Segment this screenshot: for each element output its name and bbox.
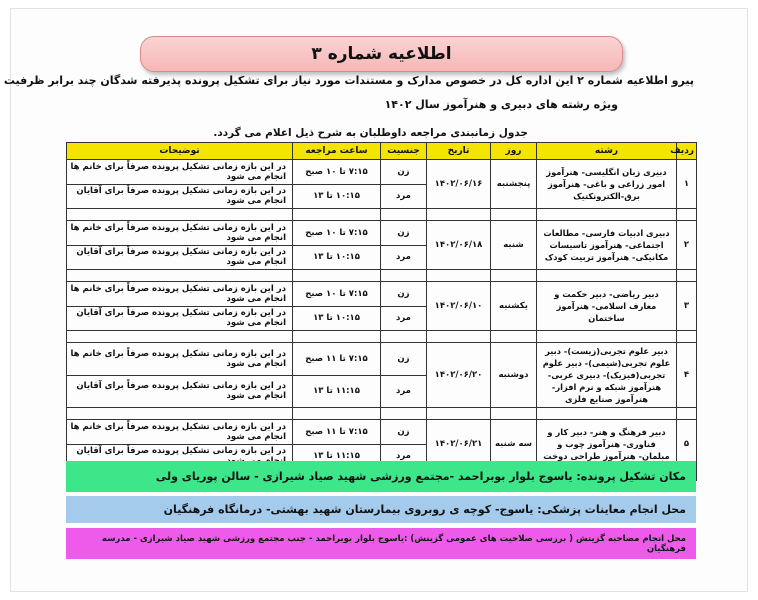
row-gender: مرد [381, 306, 427, 331]
row-time: ۷:۱۵ تا ۱۰ صبح [293, 221, 381, 246]
row-note: در این بازه زمانی تشکیل پرونده صرفاً برای آقایان انجام می شود [67, 375, 293, 408]
venue-info-text: مکان تشکیل پرونده: یاسوج بلوار بوبراحمد -مجتمع ورزشی شهید صیاد شیرازی - سالن پوریای ولی [155, 470, 686, 483]
row-note: در این بازه زمانی تشکیل پرونده صرفاً برای آقایان انجام می شود [67, 245, 293, 270]
header-date: تاریخ [427, 143, 491, 160]
row-time: ۷:۱۵ تا ۱۱ صبح [293, 420, 381, 445]
row-note: در این بازه زمانی تشکیل پرونده صرفاً برای خانم ها انجام می شود [67, 160, 293, 185]
header-gender: جنسیت [381, 143, 427, 160]
row-date: ۱۴۰۲/۰۶/۱۶ [427, 160, 491, 209]
row-number: ۳ [677, 282, 697, 331]
row-date: ۱۴۰۲/۰۶/۱۰ [427, 282, 491, 331]
table-row [67, 420, 697, 445]
spacer-row [67, 331, 697, 343]
table-row [67, 282, 697, 307]
row-date: ۱۴۰۲/۰۶/۲۰ [427, 343, 491, 408]
table-header-row [67, 143, 697, 160]
header-day: روز [491, 143, 537, 160]
row-note: در این بازه زمانی تشکیل پرونده صرفاً برای خانم ها انجام می شود [67, 420, 293, 445]
row-field: دبیر فرهنگ و هنر- دبیر کار و فناوری- هنرآموز چوب و مبلمان- هنرآموز طراحی دوخت [537, 420, 677, 469]
row-field: دبیری زبان انگلیسی- هنرآموز امور زراعی و باغی- هنرآموز برق-الکترونکتیک [537, 160, 677, 209]
medical-info-bar [66, 496, 696, 523]
spacer-row [67, 408, 697, 420]
table-row [67, 160, 697, 185]
spacer-row [67, 209, 697, 221]
row-number: ۲ [677, 221, 697, 270]
row-time: ۷:۱۵ تا ۱۰ صبح [293, 282, 381, 307]
spacer-row [67, 270, 697, 282]
intro-line-1: پیرو اطلاعیه شماره ۲ این اداره کل در خصوص مدارک و مستندات مورد نیاز برای تشکیل پرونده پذیرفته شدگان چند برابر ظرفیت [3, 74, 694, 87]
notice-title: اطلاعیه شماره ۳ [140, 36, 623, 72]
row-date: ۱۴۰۲/۰۶/۲۱ [427, 420, 491, 469]
row-time: ۱۰:۱۵ تا ۱۳ [293, 184, 381, 209]
row-day: دوشنبه [491, 343, 537, 408]
venue-info-bar [66, 461, 696, 492]
schedule-table [66, 142, 697, 481]
row-date: ۱۴۰۲/۰۶/۱۸ [427, 221, 491, 270]
table-row [67, 343, 697, 376]
row-number: ۴ [677, 343, 697, 408]
row-field: دبیر ریاضی- دبیر حکمت و معارف اسلامی- هنرآموز ساختمان [537, 282, 677, 331]
row-gender: مرد [381, 245, 427, 270]
row-time: ۱۰:۱۵ تا ۱۳ [293, 306, 381, 331]
interview-info-bar [66, 528, 696, 559]
row-day: یکشنبه [491, 282, 537, 331]
row-number: ۱ [677, 160, 697, 209]
medical-info-text: محل انجام معاینات پزشکی: یاسوج- کوچه ی روبروی بیمارستان شهید بهشتی- درمانگاه فرهنگیان [163, 503, 686, 516]
table-row [67, 221, 697, 246]
row-note: در این بازه زمانی تشکیل پرونده صرفاً برای آقایان انجام می شود [67, 184, 293, 209]
header-field: رشته [537, 143, 677, 160]
header-row-no: ردیف [677, 143, 697, 160]
header-time: ساعت مراجعه [293, 143, 381, 160]
header-notes: توضیحات [67, 143, 293, 160]
row-gender: زن [381, 420, 427, 445]
row-note: در این بازه زمانی تشکیل پرونده صرفاً برای خانم ها انجام می شود [67, 221, 293, 246]
row-number: ۵ [677, 420, 697, 469]
row-gender: مرد [381, 375, 427, 408]
row-day: سه شنبه [491, 420, 537, 469]
interview-info-text: محل انجام مصاحبه گزینش ( بررسی صلاحیت های عمومی گزینش) :یاسوج بلوار بوبراحمد - جنب مجتمع ورزشی شهید صیاد شیرازی - مدرسه فرهنگیان [101, 533, 686, 554]
row-field: دبیری ادبیات فارسی- مطالعات اجتماعی- هنرآموز تاسیسات مکانیکی- هنرآموز تربیت کودک [537, 221, 677, 270]
intro-line-2: ویژه رشته های دبیری و هنرآموز سال ۱۴۰۲ [384, 98, 618, 111]
row-gender: زن [381, 221, 427, 246]
row-gender: مرد [381, 444, 427, 469]
row-gender: مرد [381, 184, 427, 209]
row-time: ۱۱:۱۵ تا ۱۳ [293, 444, 381, 469]
row-time: ۱۱:۱۵ تا ۱۳ [293, 375, 381, 408]
row-time: ۷:۱۵ تا ۱۰ صبح [293, 160, 381, 185]
row-gender: زن [381, 160, 427, 185]
row-field: دبیر علوم تجربی(زیست)- دبیر علوم تجربی(شیمی)- دبیر علوم تجربی(فیزیک)- دبیری عربی- هنرآموز شبکه و نرم افزار- هنرآموز صنایع فلزی [537, 343, 677, 408]
row-day: پنجشنبه [491, 160, 537, 209]
row-time: ۷:۱۵ تا ۱۱ صبح [293, 343, 381, 376]
row-day: شنبه [491, 221, 537, 270]
row-note: در این بازه زمانی تشکیل پرونده صرفاً برای خانم ها انجام می شود [67, 343, 293, 376]
intro-line-3: جدول زمانبندی مراجعه داوطلبان به شرح ذیل اعلام می گردد. [213, 127, 528, 139]
row-gender: زن [381, 343, 427, 376]
row-note: در این بازه زمانی تشکیل پرونده صرفاً برای آقایان انجام می شود [67, 306, 293, 331]
row-time: ۱۰:۱۵ تا ۱۳ [293, 245, 381, 270]
row-note: در این بازه زمانی تشکیل پرونده صرفاً برای آقایان [67, 444, 293, 469]
row-note: در این بازه زمانی تشکیل پرونده صرفاً برای خانم ها انجام می شود [67, 282, 293, 307]
row-gender: زن [381, 282, 427, 307]
